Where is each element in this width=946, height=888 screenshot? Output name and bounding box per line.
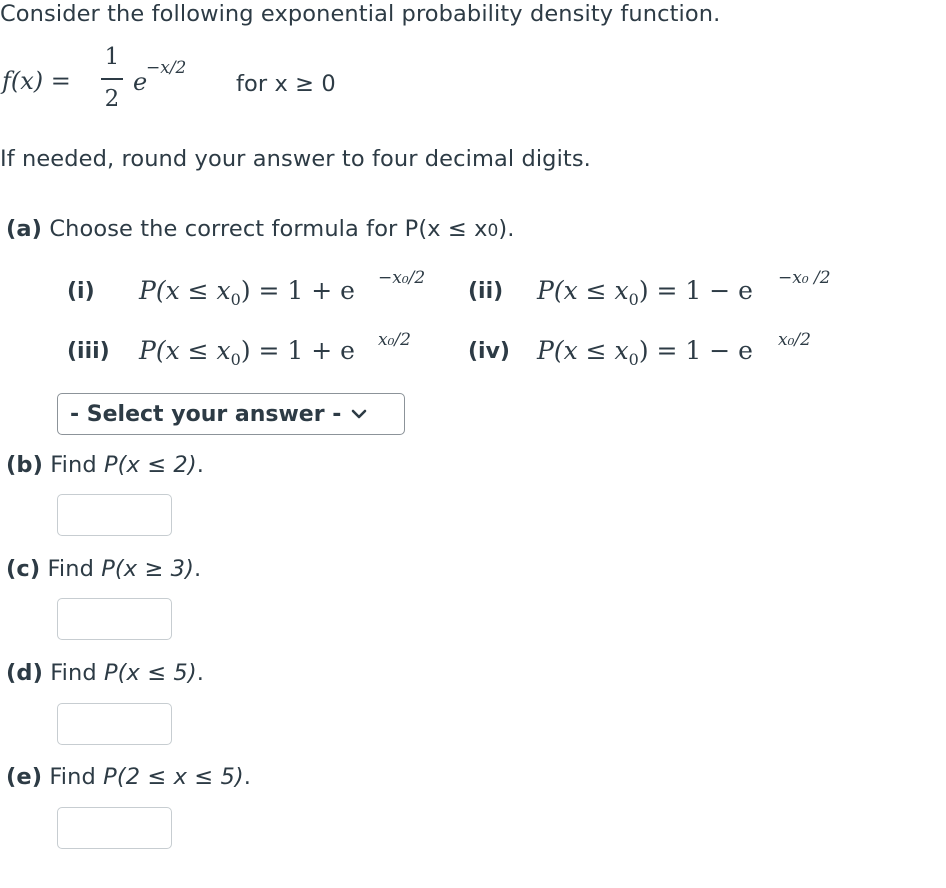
pdf-exponent: −x/2 — [146, 58, 187, 78]
part-b-question — [6, 452, 204, 478]
part-d-pre: Find — [50, 660, 105, 686]
option-ii-exponent: −x₀ /2 — [778, 268, 831, 288]
part-d-expr: P(x ≤ 5) — [104, 660, 197, 686]
option-iii-exponent: x₀/2 — [378, 330, 411, 350]
part-c-answer-input[interactable] — [57, 598, 172, 640]
part-e-question — [6, 764, 251, 790]
pdf-frac-den: 2 — [104, 86, 120, 112]
answer-select-label: - Select your answer - — [70, 401, 342, 427]
part-d-question — [6, 660, 204, 686]
option-ii-body: $P(x \le x_0) = 1 - e$ — [537, 276, 753, 309]
part-c-expr: P(x ≥ 3) — [101, 556, 194, 582]
intro-text: Consider the following exponential probability density function. — [0, 1, 721, 27]
part-a-question-end: ). — [498, 216, 515, 242]
part-a-question — [6, 216, 515, 242]
part-c-question — [6, 556, 201, 582]
option-iv-exponent: x₀/2 — [778, 330, 811, 350]
part-d-answer-input[interactable] — [57, 703, 172, 745]
part-a-question-sub: 0 — [487, 221, 499, 241]
part-a-question-text: Choose the correct formula for P(x ≤ x — [49, 216, 488, 242]
pdf-lhs: f(x) = — [2, 67, 71, 95]
option-i-body: $P(x \le x_0) = 1 + e$ — [139, 276, 355, 309]
option-iv-label: (iv) — [468, 339, 510, 364]
option-iii-body: $P(x \le x_0) = 1 + e$ — [139, 336, 355, 369]
pdf-frac-bar — [101, 78, 123, 80]
part-b-pre: Find — [50, 452, 105, 478]
part-b-post: . — [196, 452, 204, 478]
part-e-answer-input[interactable] — [57, 807, 172, 849]
option-iii-label: (iii) — [67, 339, 110, 364]
part-e-letter: (e) — [6, 764, 43, 790]
option-iv-body: $P(x \le x_0) = 1 - e$ — [537, 336, 753, 369]
chevron-down-icon — [351, 406, 367, 422]
part-e-pre: Find — [49, 764, 104, 790]
part-e-post: . — [243, 764, 252, 790]
part-c-post: . — [193, 556, 202, 582]
part-b-answer-input[interactable] — [57, 494, 172, 536]
pdf-domain: for x ≥ 0 — [236, 71, 336, 97]
instruction-text: If needed, round your answer to four decimal digits. — [0, 146, 591, 172]
part-b-expr: P(x ≤ 2) — [104, 452, 197, 478]
part-d-letter: (d) — [6, 660, 43, 686]
part-c-letter: (c) — [6, 556, 41, 582]
part-c-pre: Find — [47, 556, 102, 582]
part-d-post: . — [196, 660, 204, 686]
option-ii-label: (ii) — [468, 279, 504, 304]
option-i-exponent: −x₀/2 — [378, 268, 426, 288]
part-b-letter: (b) — [6, 452, 43, 478]
part-a-letter: (a) — [6, 216, 43, 242]
pdf-frac-num: 1 — [104, 44, 120, 70]
option-i-label: (i) — [67, 279, 95, 304]
part-e-expr: P(2 ≤ x ≤ 5) — [103, 764, 244, 790]
pdf-base: e — [133, 68, 148, 96]
answer-select-dropdown[interactable] — [57, 393, 405, 435]
